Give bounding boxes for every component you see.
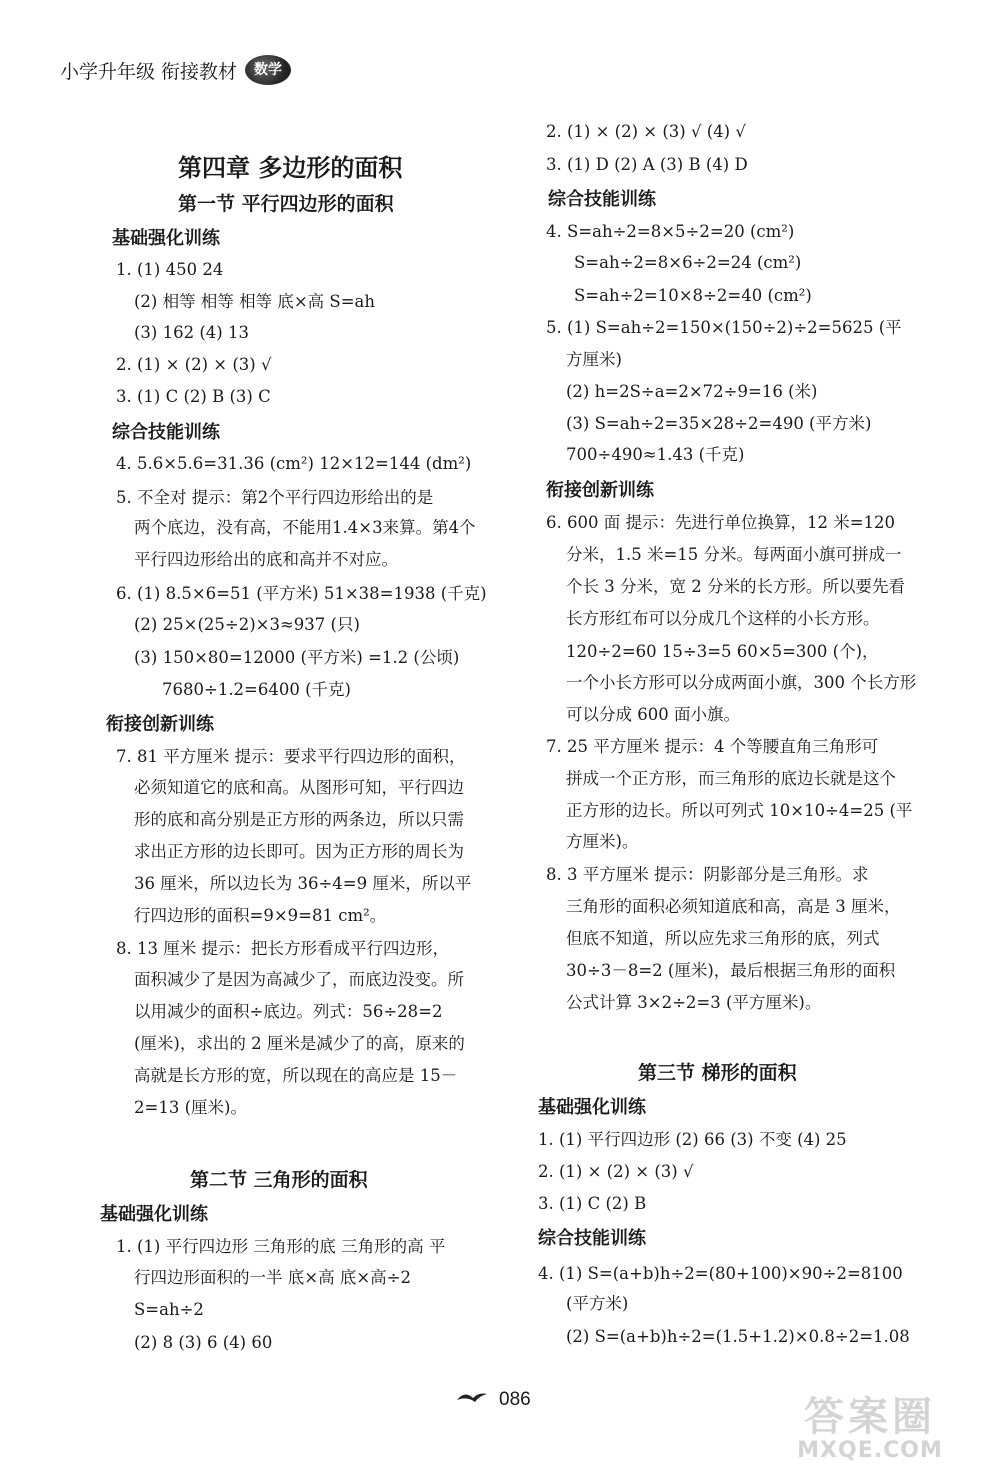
answer-line: 以用减少的面积÷底边。列式：56÷28=2	[134, 1002, 443, 1021]
answer-line: (2) S=(a+b)h÷2=(1.5+1.2)×0.8÷2=1.08	[566, 1327, 910, 1346]
answer-line: 4. S=ah÷2=8×5÷2=20 (cm²)	[546, 222, 795, 241]
answer-line: (2) 25×(25÷2)×3≈937 (只)	[134, 615, 360, 634]
bird-logo-icon	[455, 1388, 489, 1412]
series-title: 小学升年级 衔接教材	[60, 60, 238, 83]
answer-line: 5. (1) S=ah÷2=150×(150÷2)÷2=5625 (平	[546, 318, 902, 337]
subject-badge: 数学	[245, 55, 291, 85]
answer-line: 个长 3 分米，宽 2 分米的长方形。所以要先看	[566, 577, 905, 596]
page-number: 086	[499, 1389, 531, 1410]
answer-line: 一个小长方形可以分成两面小旗，300 个长方形	[566, 673, 917, 692]
section-1-title: 第一节 平行四边形的面积	[178, 193, 394, 215]
answer-line: 2. (1) × (2) × (3) √	[538, 1162, 694, 1181]
answer-line: 3. (1) D (2) A (3) B (4) D	[546, 155, 748, 174]
answer-line: 5. 不全对 提示：第2个平行四边形给出的是	[116, 488, 434, 507]
answer-line: (3) 150×80=12000 (平方米) =1.2 (公顷)	[134, 648, 460, 667]
answer-line: 方厘米)	[566, 350, 622, 369]
answer-line: (3) S=ah÷2=35×28÷2=490 (平方米)	[566, 414, 872, 433]
answer-line: 7. 25 平方厘米 提示：4 个等腰直角三角形可	[546, 737, 879, 756]
answer-line: 7. 81 平方厘米 提示：要求平行四边形的面积，	[116, 747, 466, 766]
answer-line: 求出正方形的边长即可。因为正方形的周长为	[134, 842, 464, 861]
page-footer	[455, 1388, 531, 1412]
answer-line: 120÷2=60 15÷3=5 60×5=300 (个)，	[566, 642, 879, 661]
answer-line: 可以分成 600 面小旗。	[566, 705, 740, 724]
answer-line: 700÷490≈1.43 (千克)	[566, 445, 745, 464]
answer-line: 6. (1) 8.5×6=51 (平方米) 51×38=1938 (千克)	[116, 584, 487, 603]
answer-line: 8. 13 厘米 提示：把长方形看成平行四边形，	[116, 939, 449, 958]
answer-line: 三角形的面积必须知道底和高，高是 3 厘米，	[566, 897, 901, 916]
answer-line: 3. (1) C (2) B (3) C	[116, 387, 271, 406]
answer-line: 4. 5.6×5.6=31.36 (cm²) 12×12=144 (dm²)	[116, 454, 472, 473]
answer-line: 必须知道它的底和高。从图形可知，平行四边	[134, 778, 464, 797]
answer-line: 分米，1.5 米=15 分米。每两面小旗可拼成一	[566, 545, 902, 564]
answer-line: 形的底和高分别是正方形的两条边，所以只需	[134, 810, 464, 829]
answer-line: 36 厘米，所以边长为 36÷4=9 厘米，所以平	[134, 874, 472, 893]
watermark-url: MXQE.COM	[797, 1438, 943, 1463]
s2-comprehensive-heading: 综合技能训练	[548, 189, 656, 210]
answer-line: 6. 600 面 提示：先进行单位换算，12 米=120	[546, 513, 896, 532]
answer-line: S=ah÷2	[134, 1300, 204, 1319]
answer-line: 2. (1) × (2) × (3) √	[116, 355, 272, 374]
answer-line: (3) 162 (4) 13	[134, 323, 249, 342]
page-header	[60, 50, 291, 90]
section-3-title: 第三节 梯形的面积	[638, 1062, 797, 1084]
answer-line: 8. 3 平方厘米 提示：阴影部分是三角形。求	[546, 865, 869, 884]
answer-line: 长方形红布可以分成几个这样的小长方形。	[566, 609, 880, 628]
section-2-title: 第二节 三角形的面积	[190, 1169, 368, 1191]
answer-line: 3. (1) C (2) B	[538, 1194, 647, 1213]
answer-line: 平行四边形给出的底和高并不对应。	[134, 550, 398, 569]
s1-basic-heading: 基础强化训练	[112, 228, 220, 249]
s1-innovative-heading: 衔接创新训练	[106, 714, 214, 735]
answer-line: 拼成一个正方形，而三角形的底边长就是这个	[566, 769, 896, 788]
answer-line: 1. (1) 450 24	[116, 260, 224, 279]
s3-basic-heading: 基础强化训练	[538, 1097, 646, 1118]
s2-innovative-heading: 衔接创新训练	[546, 480, 654, 501]
answer-line: 正方形的边长。所以可列式 10×10÷4=25 (平	[566, 801, 913, 820]
answer-line: 面积减少了是因为高减少了，而底边没变。所	[134, 970, 464, 989]
answer-line: 公式计算 3×2÷2=3 (平方厘米)。	[566, 993, 822, 1012]
site-watermark	[760, 1395, 980, 1465]
answer-line: (2) 相等 相等 相等 底×高 S=ah	[134, 292, 376, 311]
s1-comprehensive-heading: 综合技能训练	[112, 422, 220, 443]
chapter-title: 第四章 多边形的面积	[178, 154, 403, 182]
answer-line: 行四边形面积的一半 底×高 底×高÷2	[134, 1268, 411, 1287]
answer-line: 但底不知道，所以应先求三角形的底，列式	[566, 929, 880, 948]
answer-line: 高就是长方形的宽，所以现在的高应是 15－	[134, 1066, 458, 1085]
answer-line: 1. (1) 平行四边形 (2) 66 (3) 不变 (4) 25	[538, 1130, 847, 1149]
s3-comprehensive-heading: 综合技能训练	[538, 1228, 646, 1249]
answer-line: 7680÷1.2=6400 (千克)	[162, 680, 351, 699]
answer-line: (平方米)	[566, 1294, 629, 1313]
answer-line: 1. (1) 平行四边形 三角形的底 三角形的高 平	[116, 1237, 446, 1256]
answer-line: S=ah÷2=8×6÷2=24 (cm²)	[574, 253, 802, 272]
answer-line: 行四边形的面积=9×9=81 cm²。	[134, 906, 387, 925]
answer-line: 2. (1) × (2) × (3) √ (4) √	[546, 122, 746, 141]
watermark-text: 答案圈	[804, 1394, 936, 1440]
s2-basic-heading: 基础强化训练	[100, 1204, 208, 1225]
answer-line: 30÷3－8=2 (厘米)，最后根据三角形的面积	[566, 961, 896, 980]
answer-line: 4. (1) S=(a+b)h÷2=(80+100)×90÷2=8100	[538, 1264, 903, 1283]
answer-line: 方厘米)。	[566, 832, 639, 851]
answer-line: 2=13 (厘米)。	[134, 1098, 247, 1117]
answer-line: (2) 8 (3) 6 (4) 60	[134, 1333, 273, 1352]
answer-line: (2) h=2S÷a=2×72÷9=16 (米)	[566, 382, 818, 401]
answer-line: (厘米)，求出的 2 厘米是减少了的高，原来的	[134, 1034, 465, 1053]
answer-line: 两个底边，没有高，不能用1.4×3来算。第4个	[134, 518, 476, 537]
answer-line: S=ah÷2=10×8÷2=40 (cm²)	[574, 286, 812, 305]
